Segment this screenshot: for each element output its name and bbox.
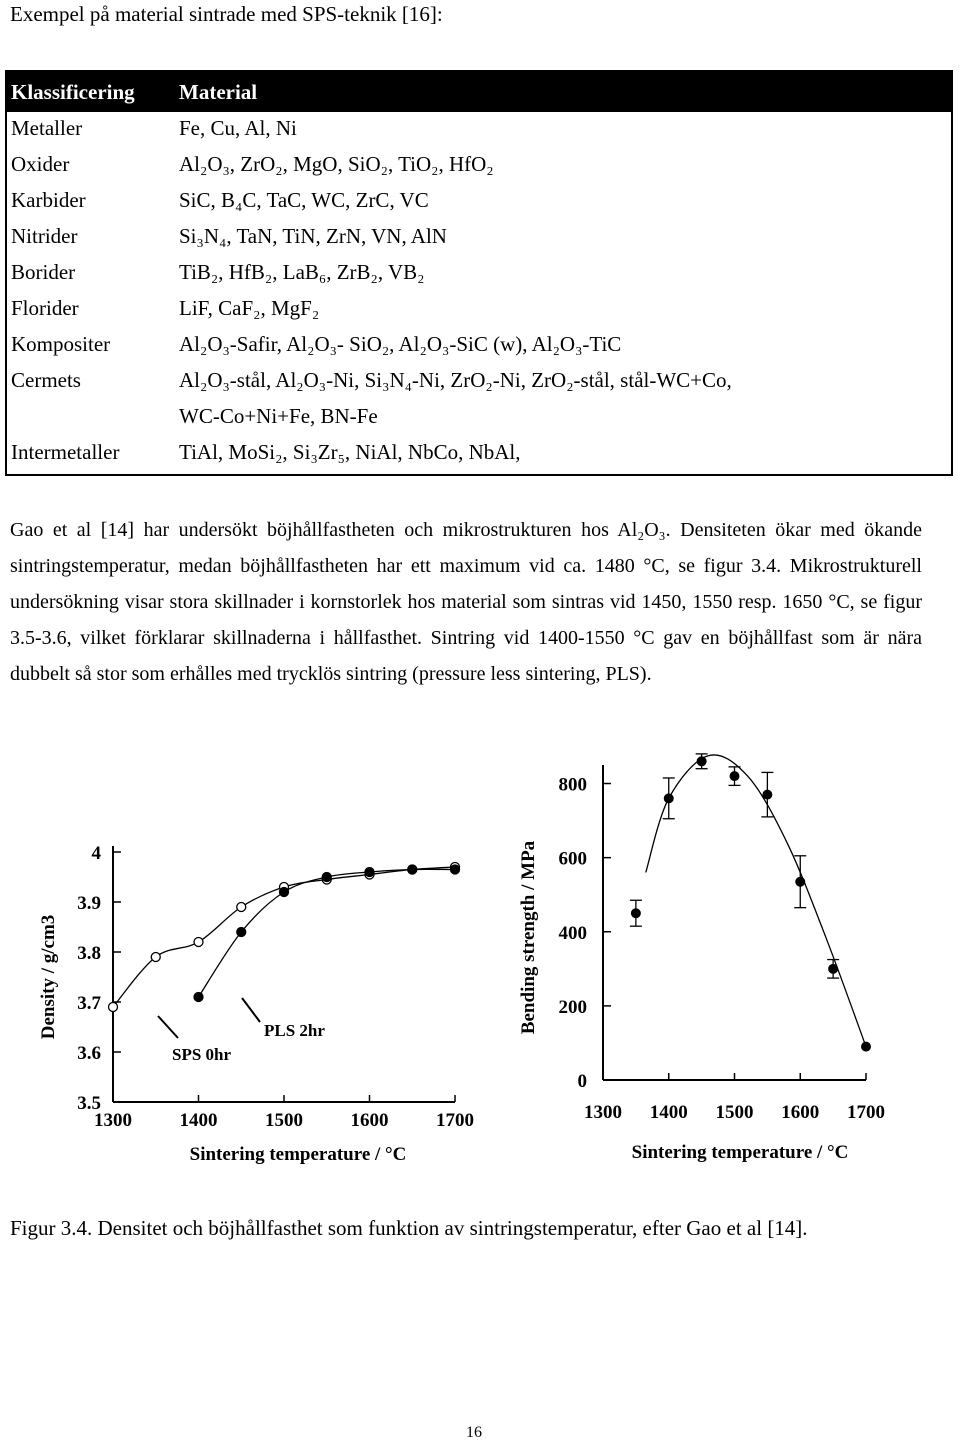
strength-data-point: [829, 964, 838, 973]
density-data-point: [237, 928, 246, 937]
table-row: [7, 148, 951, 184]
row-material: TiB₂, HfB₂, LaB₆, ZrB₂, VB₂: [179, 260, 425, 284]
row-material: Fe, Cu, Al, Ni: [179, 116, 297, 140]
table-row: [7, 328, 951, 364]
row-class: Metaller: [11, 116, 83, 140]
strength-data-point: [730, 772, 739, 781]
row-material: Al₂O₃, ZrO₂, MgO, SiO₂, TiO₂, HfO₂: [179, 152, 494, 176]
density-data-point: [194, 993, 203, 1002]
strength-data-point: [763, 790, 772, 799]
density-y-tick-label: 3.5: [77, 1093, 101, 1114]
strength-data-point: [862, 1042, 871, 1051]
annotation-sps-arrow: [158, 1016, 178, 1038]
row-material: WC-Co+Ni+Fe, BN-Fe: [179, 404, 378, 428]
header-material: Material: [179, 80, 258, 104]
density-y-tick-label: 3.6: [77, 1043, 101, 1064]
density-data-point: [451, 865, 460, 874]
table-row: [7, 292, 951, 328]
density-y-label: Density / g/cm3: [38, 914, 59, 1040]
header-klassificering: Klassificering: [11, 80, 135, 104]
row-class: Cermets: [11, 368, 81, 392]
strength-x-tick-label: 1700: [847, 1102, 885, 1123]
figure-3-4: [0, 740, 960, 1180]
row-material: Al₂O₃-stål, Al₂O₃-Ni, Si₃N₄-Ni, ZrO₂-Ni, ZrO₂-stål, stål-WC+Co,: [179, 368, 732, 392]
density-x-tick-label: 1600: [350, 1110, 389, 1131]
strength-y-tick-label: 200: [558, 996, 587, 1018]
table-row: [7, 436, 951, 472]
row-class: Kompositer: [11, 332, 111, 356]
density-data-point: [280, 888, 289, 897]
table-row: [7, 220, 951, 256]
strength-data-point: [664, 794, 673, 803]
strength-y-tick-label: 800: [558, 774, 587, 796]
density-x-tick-label: 1300: [94, 1110, 132, 1131]
body-paragraph: Gao et al [14] har undersökt böjhållfastheten och mikrostrukturen hos Al₂O₃. Densiteten ökar med ökande sintringstemperatur, medan böjhållfastheten har ett maximum vid ca. 1480 °C, se figur 3.4. Mikrostrukturell undersökning visar stora skillnader i kornstorlek hos material som sintras vid 1450, 1550 resp. 1650 °C, se figur 3.5-3.6, vilket förklarar skillnaderna i hållfasthet. Sintring vid 1400-1550 °C gav en böjhållfast som är nära dubbelt så stor som erhålles med trycklös sintring (pressure less sintering, PLS).: [10, 519, 922, 685]
density-y-tick-label: 3.9: [77, 893, 101, 914]
row-material: LiF, CaF₂, MgF₂: [179, 296, 320, 320]
intro-text: Exempel på material sintrade med SPS-teknik [16]:: [10, 2, 443, 26]
density-data-point: [194, 938, 203, 947]
density-data-point: [408, 865, 417, 874]
strength-data-point: [796, 877, 805, 886]
strength-fit-curve: [646, 755, 866, 1047]
table-row: [7, 364, 951, 400]
density-y-tick-label: 4: [91, 843, 101, 864]
density-y-tick-label: 3.8: [77, 943, 101, 964]
annotation-sps: SPS 0hr: [172, 1045, 232, 1064]
density-data-point: [365, 868, 374, 877]
table-row: [7, 184, 951, 220]
table-header: [7, 72, 951, 112]
row-class: Borider: [11, 260, 76, 284]
table-row: [7, 400, 951, 436]
row-class: Florider: [11, 296, 79, 320]
density-x-label: Sintering temperature / °C: [189, 1144, 407, 1165]
density-data-point: [237, 903, 246, 912]
strength-y-tick-label: 600: [558, 848, 587, 870]
row-material: Al₂O₃-Safir, Al₂O₃- SiO₂, Al₂O₃-SiC (w), Al₂O₃-TiC: [179, 332, 622, 356]
table-row: [7, 112, 951, 148]
strength-y-label: Bending strength / MPa: [518, 840, 539, 1035]
table-row: [7, 256, 951, 292]
density-x-tick-label: 1400: [179, 1110, 218, 1131]
strength-x-tick-label: 1300: [584, 1102, 622, 1123]
figure-caption: Figur 3.4. Densitet och böjhållfasthet som funktion av sintringstemperatur, efter Gao et al [14].: [10, 1216, 808, 1240]
annotation-pls-arrow: [242, 998, 260, 1022]
strength-data-point: [631, 909, 640, 918]
materials-table: [5, 70, 953, 476]
density-x-tick-label: 1500: [265, 1110, 303, 1131]
row-class: Karbider: [11, 188, 86, 212]
row-class: Oxider: [11, 152, 70, 176]
row-material: Si₃N₄, TaN, TiN, ZrN, VN, AlN: [179, 224, 447, 248]
strength-y-tick-label: 0: [577, 1071, 587, 1092]
density-data-point: [322, 873, 331, 882]
row-class: Nitrider: [11, 224, 78, 248]
annotation-pls: PLS 2hr: [264, 1021, 325, 1040]
density-x-tick-label: 1700: [436, 1110, 474, 1131]
strength-x-label: Sintering temperature / °C: [631, 1142, 849, 1163]
density-data-point: [109, 1003, 118, 1012]
strength-data-point: [697, 757, 706, 766]
strength-x-tick-label: 1600: [781, 1102, 820, 1123]
row-material: SiC, B₄C, TaC, WC, ZrC, VC: [179, 188, 429, 212]
page-number: 16: [466, 1424, 482, 1441]
density-data-point: [151, 953, 160, 962]
row-material: TiAl, MoSi₂, Si₃Zr₅, NiAl, NbCo, NbAl,: [179, 440, 521, 464]
row-class: Intermetaller: [11, 440, 120, 464]
strength-y-tick-label: 400: [558, 922, 587, 944]
density-y-tick-label: 3.7: [77, 993, 101, 1014]
strength-x-tick-label: 1400: [649, 1102, 688, 1123]
strength-x-tick-label: 1500: [715, 1102, 754, 1123]
